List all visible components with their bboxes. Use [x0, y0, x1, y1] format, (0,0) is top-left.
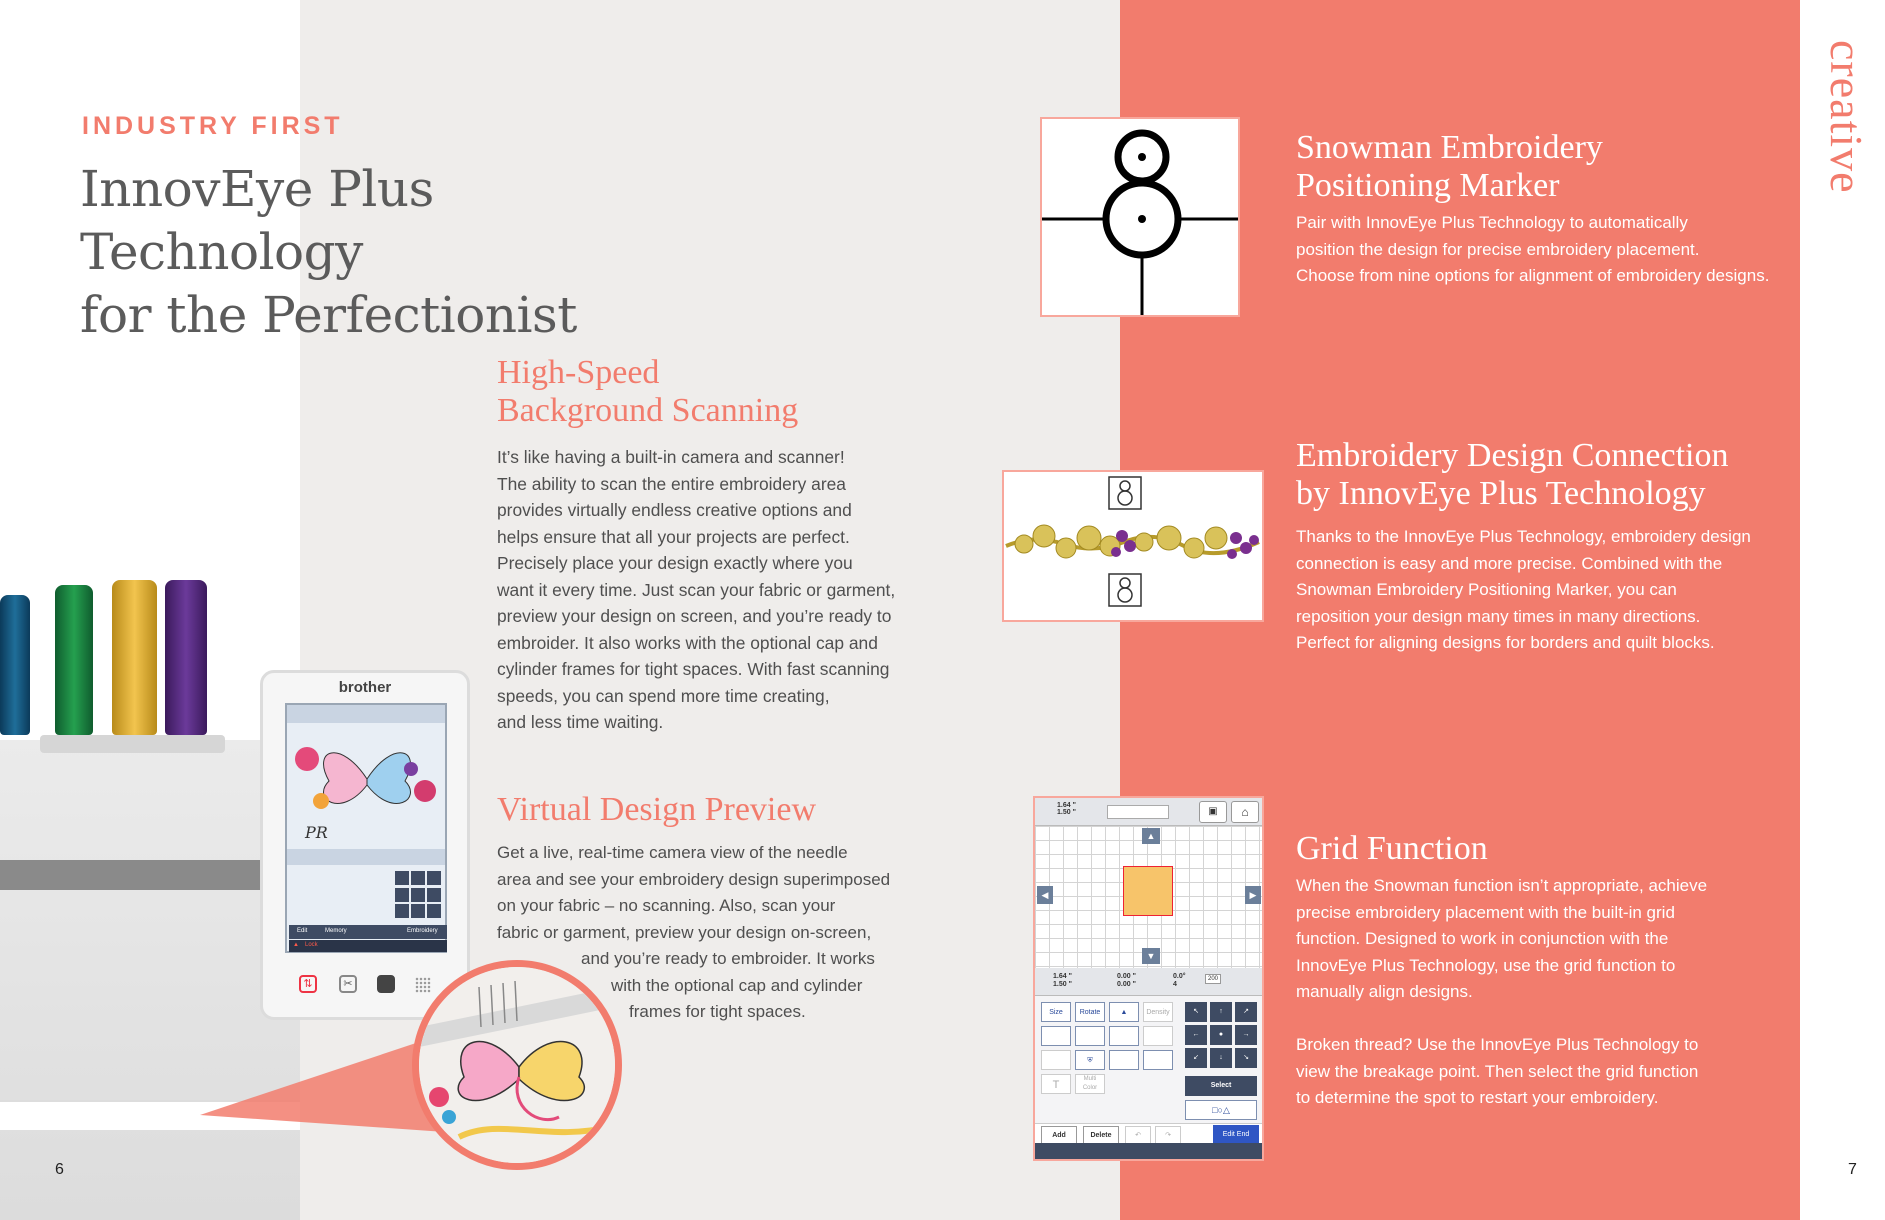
page-title-line-2: for the Perfectionist	[80, 286, 577, 344]
connection-body	[1296, 524, 1796, 657]
position-y: 0.00 "	[1117, 981, 1136, 988]
tablet-action-bar	[289, 925, 447, 939]
rotate-button[interactable]: Rotate	[1075, 1002, 1105, 1022]
page-title-line-1: InnovEye Plus Technology	[80, 160, 434, 281]
move-upleft-icon[interactable]: ↖	[1185, 1002, 1207, 1022]
tablet-lock-label[interactable]: Lock	[305, 942, 318, 948]
preview-line: Get a live, real-time camera view of the needle	[497, 843, 848, 862]
move-up-icon[interactable]: ↑	[1210, 1002, 1232, 1022]
page-title	[80, 158, 720, 347]
control-tablet	[260, 670, 470, 1020]
needle-closeup-lens	[412, 960, 622, 1170]
thread-spool-gold	[112, 580, 157, 735]
grid-line: view the breakage point. Then select the grid function	[1296, 1061, 1699, 1081]
group-icon[interactable]	[1109, 1026, 1139, 1046]
scissors-icon[interactable]: ✂	[339, 975, 357, 993]
move-left-icon[interactable]: ←	[1185, 1025, 1207, 1045]
connection-title	[1296, 437, 1728, 513]
frame-selector[interactable]	[1107, 805, 1169, 819]
redo-icon[interactable]: ↷	[1155, 1126, 1181, 1144]
thread-spool-green	[55, 585, 93, 735]
status-width: 1.64 "	[1053, 973, 1072, 980]
undo-icon[interactable]: ↶	[1125, 1126, 1151, 1144]
thread-stand	[40, 735, 225, 753]
snowman-body	[1296, 210, 1796, 290]
scanning-title-line-2: Background Scanning	[497, 392, 799, 429]
arrow-down-icon[interactable]: ▼	[1142, 948, 1160, 964]
scanning-line: It’s like having a built-in camera and scanner!	[497, 447, 845, 467]
embroidery-design-preview[interactable]	[1123, 866, 1173, 916]
preview-line: fabric or garment, preview your design on-screen,	[497, 922, 872, 942]
move-downright-icon[interactable]: ↘	[1235, 1048, 1257, 1068]
monogram-text: PR	[305, 823, 328, 842]
snowman-title	[1296, 129, 1603, 205]
text-icon[interactable]: T	[1041, 1074, 1071, 1094]
size-height: 1.50 "	[1057, 809, 1076, 816]
move-upright-icon[interactable]: ↗	[1235, 1002, 1257, 1022]
connection-title-line-2: by InnovEye Plus Technology	[1296, 475, 1706, 512]
stipple-icon[interactable]	[1143, 1050, 1173, 1070]
thread-spool-purple	[165, 580, 207, 735]
shapes-icon[interactable]: □○△	[1185, 1100, 1257, 1120]
scanning-line: want it every time. Just scan your fabric or garment,	[497, 579, 896, 600]
grid-line: manually align designs.	[1296, 982, 1473, 1001]
grid-title: Grid Function	[1296, 830, 1488, 867]
shield-icon[interactable]: ⛨	[1075, 1050, 1105, 1070]
arrow-right-icon[interactable]: ▶	[1245, 886, 1261, 904]
scanning-line: helps ensure that all your projects are perfect.	[497, 526, 850, 547]
scanning-line: cylinder frames for tight spaces. With fast scanning	[497, 659, 890, 679]
angle-readout	[1173, 973, 1186, 989]
add-button[interactable]: Add	[1041, 1126, 1077, 1144]
tablet-status-bar	[287, 849, 445, 865]
status-height: 1.50 "	[1053, 981, 1072, 988]
snowman-line: Pair with InnovEye Plus Technology to automatically	[1296, 213, 1688, 232]
tablet-memory-label[interactable]: Memory	[325, 928, 347, 934]
kicker-label: INDUSTRY FIRST	[82, 112, 344, 140]
thread-spool-blue	[0, 595, 30, 735]
size-width: 1.64 "	[1057, 802, 1076, 809]
density-button[interactable]: Density	[1143, 1002, 1173, 1022]
move-down-icon[interactable]: ↓	[1210, 1048, 1232, 1068]
grid-line: function. Designed to work in conjunction with the	[1296, 929, 1669, 948]
scanning-line: Precisely place your design exactly where you	[497, 553, 853, 573]
size-button[interactable]: Size	[1041, 1002, 1071, 1022]
connection-line: Thanks to the InnovEye Plus Technology, embroidery design	[1296, 527, 1751, 546]
multi-color-button[interactable]: Multi Color	[1075, 1074, 1105, 1094]
grid-body	[1296, 873, 1796, 1112]
scanning-line: provides virtually endless creative options and	[497, 500, 852, 520]
floral-border-illustration	[1004, 472, 1262, 620]
connection-line: Perfect for aligning designs for borders and quilt blocks.	[1296, 633, 1715, 652]
grid-line	[1296, 1006, 1796, 1033]
needle-closeup-illustration	[419, 967, 615, 1163]
scanning-line: The ability to scan the entire embroidery area	[497, 473, 846, 494]
status-size-readout	[1053, 973, 1072, 989]
snowman-line: position the design for precise embroidery placement.	[1296, 239, 1700, 259]
butterfly-design-icon	[291, 729, 443, 827]
move-downleft-icon[interactable]: ↙	[1185, 1048, 1207, 1068]
grid-line: precise embroidery placement with the built-in grid	[1296, 902, 1675, 922]
connection-line: reposition your design many times in many directions.	[1296, 606, 1701, 626]
select-button[interactable]: Select	[1185, 1076, 1257, 1096]
angle-value: 0.0°	[1173, 973, 1186, 980]
outline-icon[interactable]	[1109, 1050, 1139, 1070]
applique-icon[interactable]	[1041, 1050, 1071, 1070]
camera-button[interactable]: ▣	[1199, 801, 1227, 823]
border-icon[interactable]	[1075, 1026, 1105, 1046]
grid-line: to determine the spot to restart your embroidery.	[1296, 1088, 1659, 1107]
ungroup-icon[interactable]	[1143, 1026, 1173, 1046]
connection-line: Snowman Embroidery Positioning Marker, you can	[1296, 580, 1677, 599]
warning-icon: ▲	[293, 942, 299, 948]
grid-line: InnovEye Plus Technology, use the grid function to	[1296, 955, 1676, 975]
tablet-top-bar	[287, 705, 445, 723]
preview-title: Virtual Design Preview	[497, 791, 816, 828]
connection-line: connection is easy and more precise. Combined with the	[1296, 553, 1723, 573]
machine-body	[0, 740, 300, 1220]
tablet-embroidery-label[interactable]: Embroidery	[407, 928, 438, 934]
tablet-screen[interactable]	[285, 703, 447, 953]
position-readout	[1117, 973, 1136, 989]
page-number-left: 6	[55, 1161, 64, 1178]
preview-line: with the optional cap and cylinder	[611, 975, 863, 995]
home-icon[interactable]: ⌂	[1231, 801, 1259, 823]
screen-status-bar	[1035, 968, 1262, 996]
color-count: 4	[1173, 981, 1177, 988]
connection-title-line-1: Embroidery Design Connection	[1296, 437, 1729, 474]
preview-line: on your fabric – no scanning. Also, scan your	[497, 896, 836, 915]
tablet-bottom-bar	[289, 940, 447, 952]
scanning-title	[497, 354, 798, 430]
grid-line: When the Snowman function isn’t appropriate, achieve	[1296, 876, 1708, 895]
scanning-line: preview your design on screen, and you’re ready to	[497, 606, 892, 626]
preview-line: and you’re ready to embroider. It works	[581, 949, 875, 968]
screen-bottom-bar	[1035, 1143, 1262, 1159]
preview-line: frames for tight spaces.	[629, 1002, 806, 1021]
scanning-line: and less time waiting.	[497, 712, 664, 732]
speaker-grille	[415, 977, 431, 993]
layout-icon[interactable]	[1041, 1026, 1071, 1046]
grid-canvas[interactable]	[1035, 826, 1262, 968]
scanning-line: embroider. It also works with the optional cap and	[497, 632, 878, 653]
scanning-body	[497, 444, 917, 736]
size-readout	[1057, 802, 1076, 816]
screen-action-bar	[1035, 1123, 1262, 1145]
arrow-up-icon[interactable]: ▲	[1142, 828, 1160, 844]
preview-line: area and see your embroidery design superimposed	[497, 869, 891, 889]
zoom-level[interactable]: 200	[1205, 974, 1221, 984]
grid-line: Broken thread? Use the InnovEye Plus Technology to	[1296, 1035, 1699, 1054]
position-x: 0.00 "	[1117, 973, 1136, 980]
tablet-direction-pad	[395, 871, 443, 919]
center-icon[interactable]: ●	[1210, 1025, 1232, 1045]
arrow-left-icon[interactable]: ◀	[1037, 886, 1053, 904]
page-number-right: 7	[1848, 1161, 1857, 1178]
snowman-marker-icon	[1042, 119, 1238, 315]
screen-top-bar	[1035, 798, 1262, 826]
machine-arm	[0, 860, 260, 890]
move-right-icon[interactable]: →	[1235, 1025, 1257, 1045]
design-connection-image	[1002, 470, 1264, 622]
snowman-marker-image	[1040, 117, 1240, 317]
grid-function-screen	[1033, 796, 1264, 1161]
scanning-title-line-1: High-Speed	[497, 354, 660, 391]
edit-buttons	[1041, 1002, 1173, 1094]
direction-pad	[1185, 1002, 1259, 1068]
scanning-line: speeds, you can spend more time creating,	[497, 685, 830, 706]
tablet-edit-label[interactable]: Edit	[297, 928, 308, 934]
delete-button[interactable]: Delete	[1083, 1126, 1119, 1144]
section-tab-label: creative	[1821, 40, 1872, 194]
start-stop-icon[interactable]	[377, 975, 395, 993]
snowman-title-line-2: Positioning Marker	[1296, 167, 1560, 204]
snowman-title-line-1: Snowman Embroidery	[1296, 129, 1603, 166]
edit-end-button[interactable]: Edit End	[1213, 1125, 1259, 1145]
snowman-line: Choose from nine options for alignment of embroidery designs.	[1296, 266, 1770, 285]
mirror-icon[interactable]: ▲	[1109, 1002, 1139, 1022]
needle-up-icon[interactable]: ⇅	[299, 975, 317, 993]
brand-logo: brother	[338, 679, 392, 696]
